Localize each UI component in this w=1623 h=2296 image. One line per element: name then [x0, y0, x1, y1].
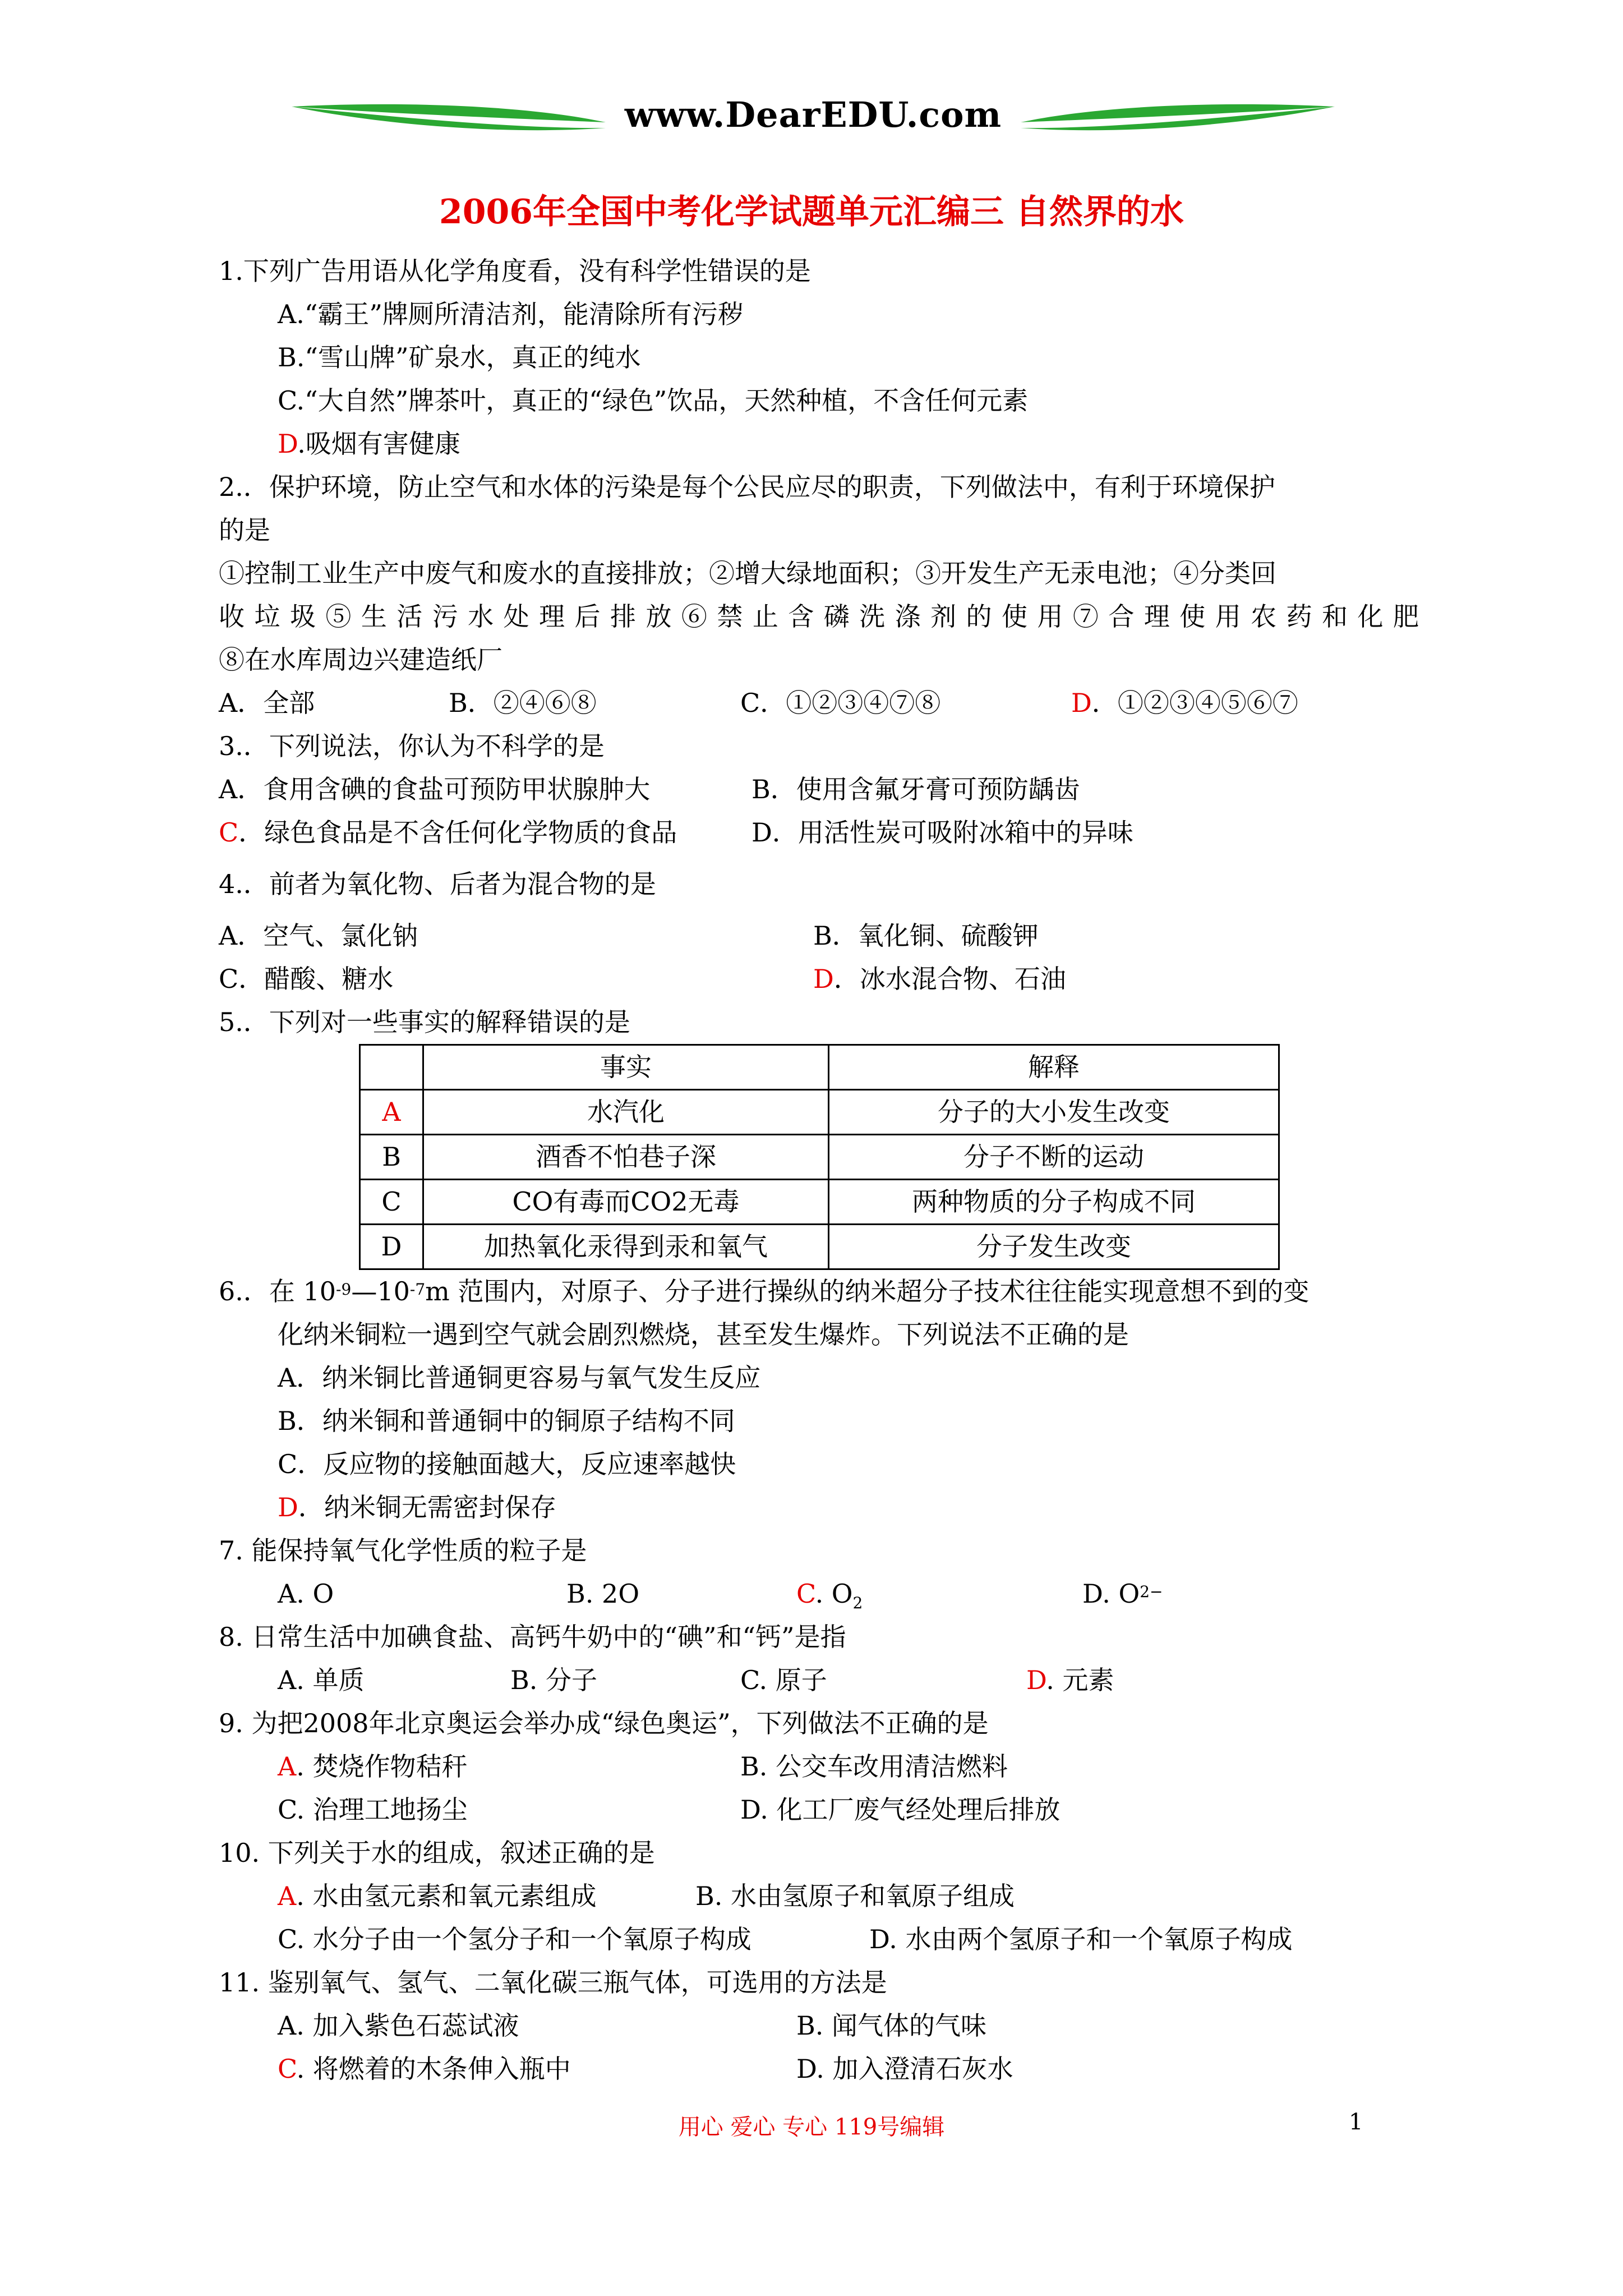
page-title: 2006年全国中考化学试题单元汇编三 自然界的水 — [439, 192, 1184, 232]
q9-option-c: C. 治理工地扬尘 — [278, 1795, 468, 1825]
q4-option-b: B．氧化铜、硫酸钾 — [813, 921, 1039, 951]
q10-option-a: A. 水由氢元素和氧元素组成 — [278, 1881, 597, 1911]
q9-options-cd — [219, 1788, 1419, 1832]
table-cell-explain: 分子不断的运动 — [829, 1135, 1279, 1180]
q9-option-d: D. 化工厂废气经处理后排放 — [740, 1795, 1061, 1825]
q8-options — [219, 1659, 1419, 1702]
q6-option-b: B．纳米铜和普通铜中的铜原子结构不同 — [278, 1406, 735, 1436]
q10-stem: 10. 下列关于水的组成，叙述正确的是 — [219, 1838, 655, 1868]
q4-option-d: D．冰水混合物、石油 — [813, 964, 1066, 994]
answer-mark: C — [219, 817, 239, 848]
q8-option-d: D. 元素 — [1026, 1665, 1114, 1695]
q2-options — [219, 682, 1419, 725]
q6-option-a: A．纳米铜比普通铜更容易与氧气发生反应 — [278, 1363, 761, 1393]
table-cell-key: D — [360, 1225, 423, 1269]
q7-option-d: D. $O^{2-}$ — [1082, 1579, 1163, 1609]
q11-options-ab — [219, 2004, 1419, 2047]
q1-option-c: C.“大自然”牌茶叶，真正的“绿色”饮品，天然种植，不含任何元素 — [278, 385, 1029, 416]
q10-options-ab — [219, 1875, 1419, 1918]
q5-table — [359, 1044, 1280, 1270]
q3-options-cd — [219, 811, 1419, 854]
q11-option-a: A. 加入紫色石蕊试液 — [278, 2010, 519, 2041]
table-header-cell: 解释 — [829, 1045, 1279, 1090]
q11-options-cd — [219, 2047, 1419, 2091]
answer-mark: C — [278, 2054, 297, 2084]
q11-option-c: C. 将燃着的木条伸入瓶中 — [278, 2054, 571, 2084]
q8-option-c: C. 原子 — [740, 1665, 827, 1695]
table-row — [360, 1180, 1279, 1225]
q4-option-a: A．空气、氯化钠 — [219, 921, 418, 951]
table-cell-key: A — [360, 1090, 423, 1135]
q1-stem: 1.下列广告用语从化学角度看，没有科学性错误的是 — [219, 256, 811, 286]
table-cell-fact: 加热氧化汞得到汞和氧气 — [423, 1225, 829, 1269]
q8-option-a: A. 单质 — [278, 1665, 365, 1695]
q7-option-a: A. O — [278, 1579, 334, 1609]
q6-option-c: C．反应物的接触面越大，反应速率越快 — [278, 1449, 736, 1479]
q3-option-a: A．食用含碘的食盐可预防甲状腺肿大 — [219, 774, 651, 804]
table-cell-fact: 酒香不怕巷子深 — [423, 1135, 829, 1180]
q6-option-d: D．纳米铜无需密封保存 — [278, 1492, 556, 1522]
q11-stem: 11. 鉴别氧气、氢气、二氧化碳三瓶气体，可选用的方法是 — [219, 1967, 887, 1998]
table-header-cell: 事实 — [423, 1045, 829, 1090]
table-row — [360, 1135, 1279, 1180]
q7-option-b: B. 2O — [566, 1579, 640, 1609]
table-cell-explain: 两种物质的分子构成不同 — [829, 1180, 1279, 1225]
q4-options-ab — [219, 914, 1419, 958]
q3-options-ab — [219, 768, 1419, 811]
table-cell-key: C — [360, 1180, 423, 1225]
answer-mark: D — [278, 1492, 298, 1522]
answer-mark: D — [1026, 1665, 1046, 1695]
table-cell-fact: CO有毒而CO2无毒 — [423, 1180, 829, 1225]
q2-list-2: 收垃圾⑤生活污水处理后排放⑥禁止含磷洗涤剂的使用⑦合理使用农药和化肥 — [219, 601, 1419, 632]
q4-option-c: C．醋酸、糖水 — [219, 964, 394, 994]
q3-option-d: D．用活性炭可吸附冰箱中的异味 — [751, 817, 1133, 848]
q3-option-b: B．使用含氟牙膏可预防龋齿 — [751, 774, 1080, 804]
table-row — [360, 1225, 1279, 1269]
q2-option-c: C．①②③④⑦⑧ — [740, 688, 941, 718]
q1-option-b: B.“雪山牌”矿泉水，真正的纯水 — [278, 342, 641, 372]
q11-option-d: D. 加入澄清石灰水 — [796, 2054, 1013, 2084]
table-cell-explain: 分子的大小发生改变 — [829, 1090, 1279, 1135]
q8-option-b: B. 分子 — [510, 1665, 598, 1695]
table-cell-explain: 分子发生改变 — [829, 1225, 1279, 1269]
q10-option-d: D. 水由两个氢原子和一个氧原子构成 — [869, 1924, 1293, 1954]
table-cell-fact: 水汽化 — [423, 1090, 829, 1135]
q7-stem: 7. 能保持氧气化学性质的粒子是 — [219, 1535, 587, 1566]
q1-option-a: A.“霸王”牌厕所清洁剂，能清除所有污秽 — [278, 299, 744, 329]
answer-mark: D — [813, 964, 834, 994]
q4-stem: 4.．前者为氧化物、后者为混合物的是 — [219, 869, 656, 899]
q9-options-ab — [219, 1745, 1419, 1788]
q2-option-d: D．①②③④⑤⑥⑦ — [1071, 688, 1298, 718]
q2-option-a: A．全部 — [219, 688, 315, 718]
q10-option-c: C. 水分子由一个氢分子和一个氧原子构成 — [278, 1924, 751, 1954]
q3-option-c: C．绿色食品是不含任何化学物质的食品 — [219, 817, 677, 848]
table-cell-key: B — [360, 1135, 423, 1180]
page-footer: 用心 爱心 专心 119号编辑 — [678, 2114, 945, 2140]
table-header-cell — [360, 1045, 423, 1090]
table-header-row — [360, 1045, 1279, 1090]
q2-list-1: ①控制工业生产中废气和废水的直接排放；②增大绿地面积；③开发生产无汞电池；④分类回 — [219, 558, 1276, 588]
q2-option-b: B．②④⑥⑧ — [449, 688, 597, 718]
q3-stem: 3.．下列说法，你认为不科学的是 — [219, 731, 605, 761]
answer-mark: C — [796, 1579, 815, 1609]
q9-option-a: A. 焚烧作物秸秆 — [278, 1751, 468, 1782]
table-row — [360, 1090, 1279, 1135]
q8-stem: 8. 日常生活中加碘食盐、高钙牛奶中的“碘”和“钙”是指 — [219, 1622, 846, 1652]
q6-stem-cont: 化纳米铜粒一遇到空气就会剧烈燃烧，甚至发生爆炸。下列说法不正确的是 — [278, 1319, 1129, 1350]
q11-option-b: B. 闻气体的气味 — [796, 2010, 987, 2041]
q10-options-cd — [219, 1918, 1419, 1961]
q2-stem-cont: 的是 — [219, 515, 270, 545]
banner-site-link[interactable]: www.DearEDU.com — [624, 94, 1002, 135]
q10-option-b: B. 水由氢原子和氧原子组成 — [695, 1881, 1015, 1911]
answer-mark: D — [1071, 688, 1092, 718]
q7-option-c: C. $O_2$ — [796, 1579, 863, 1613]
answer-mark: D — [278, 429, 298, 459]
answer-mark: A — [278, 1881, 297, 1911]
q1-option-d: D.吸烟有害健康 — [278, 429, 460, 459]
q2-stem: 2.．保护环境，防止空气和水体的污染是每个公民应尽的职责，下列做法中，有利于环境保护 — [219, 472, 1275, 502]
q2-list-3: ⑧在水库周边兴建造纸厂 — [219, 645, 502, 675]
q6-stem: 6.．在 $10^{-9}—10^{-7}m$ 范围内，对原子、分子进行操纵的纳米超分子技术往往能实现意想不到的变 — [219, 1276, 1310, 1306]
q4-options-cd — [219, 958, 1419, 1001]
answer-mark: A — [278, 1751, 297, 1782]
q7-options — [219, 1572, 1419, 1616]
q9-stem: 9. 为把2008年北京奥运会举办成“绿色奥运”，下列做法不正确的是 — [219, 1708, 989, 1738]
site-banner — [292, 90, 1335, 151]
q5-stem: 5.．下列对一些事实的解释错误的是 — [219, 1007, 630, 1037]
q9-option-b: B. 公交车改用清洁燃料 — [740, 1751, 1008, 1782]
page-number: 1 — [1349, 2109, 1363, 2135]
question-content — [219, 250, 1419, 2091]
